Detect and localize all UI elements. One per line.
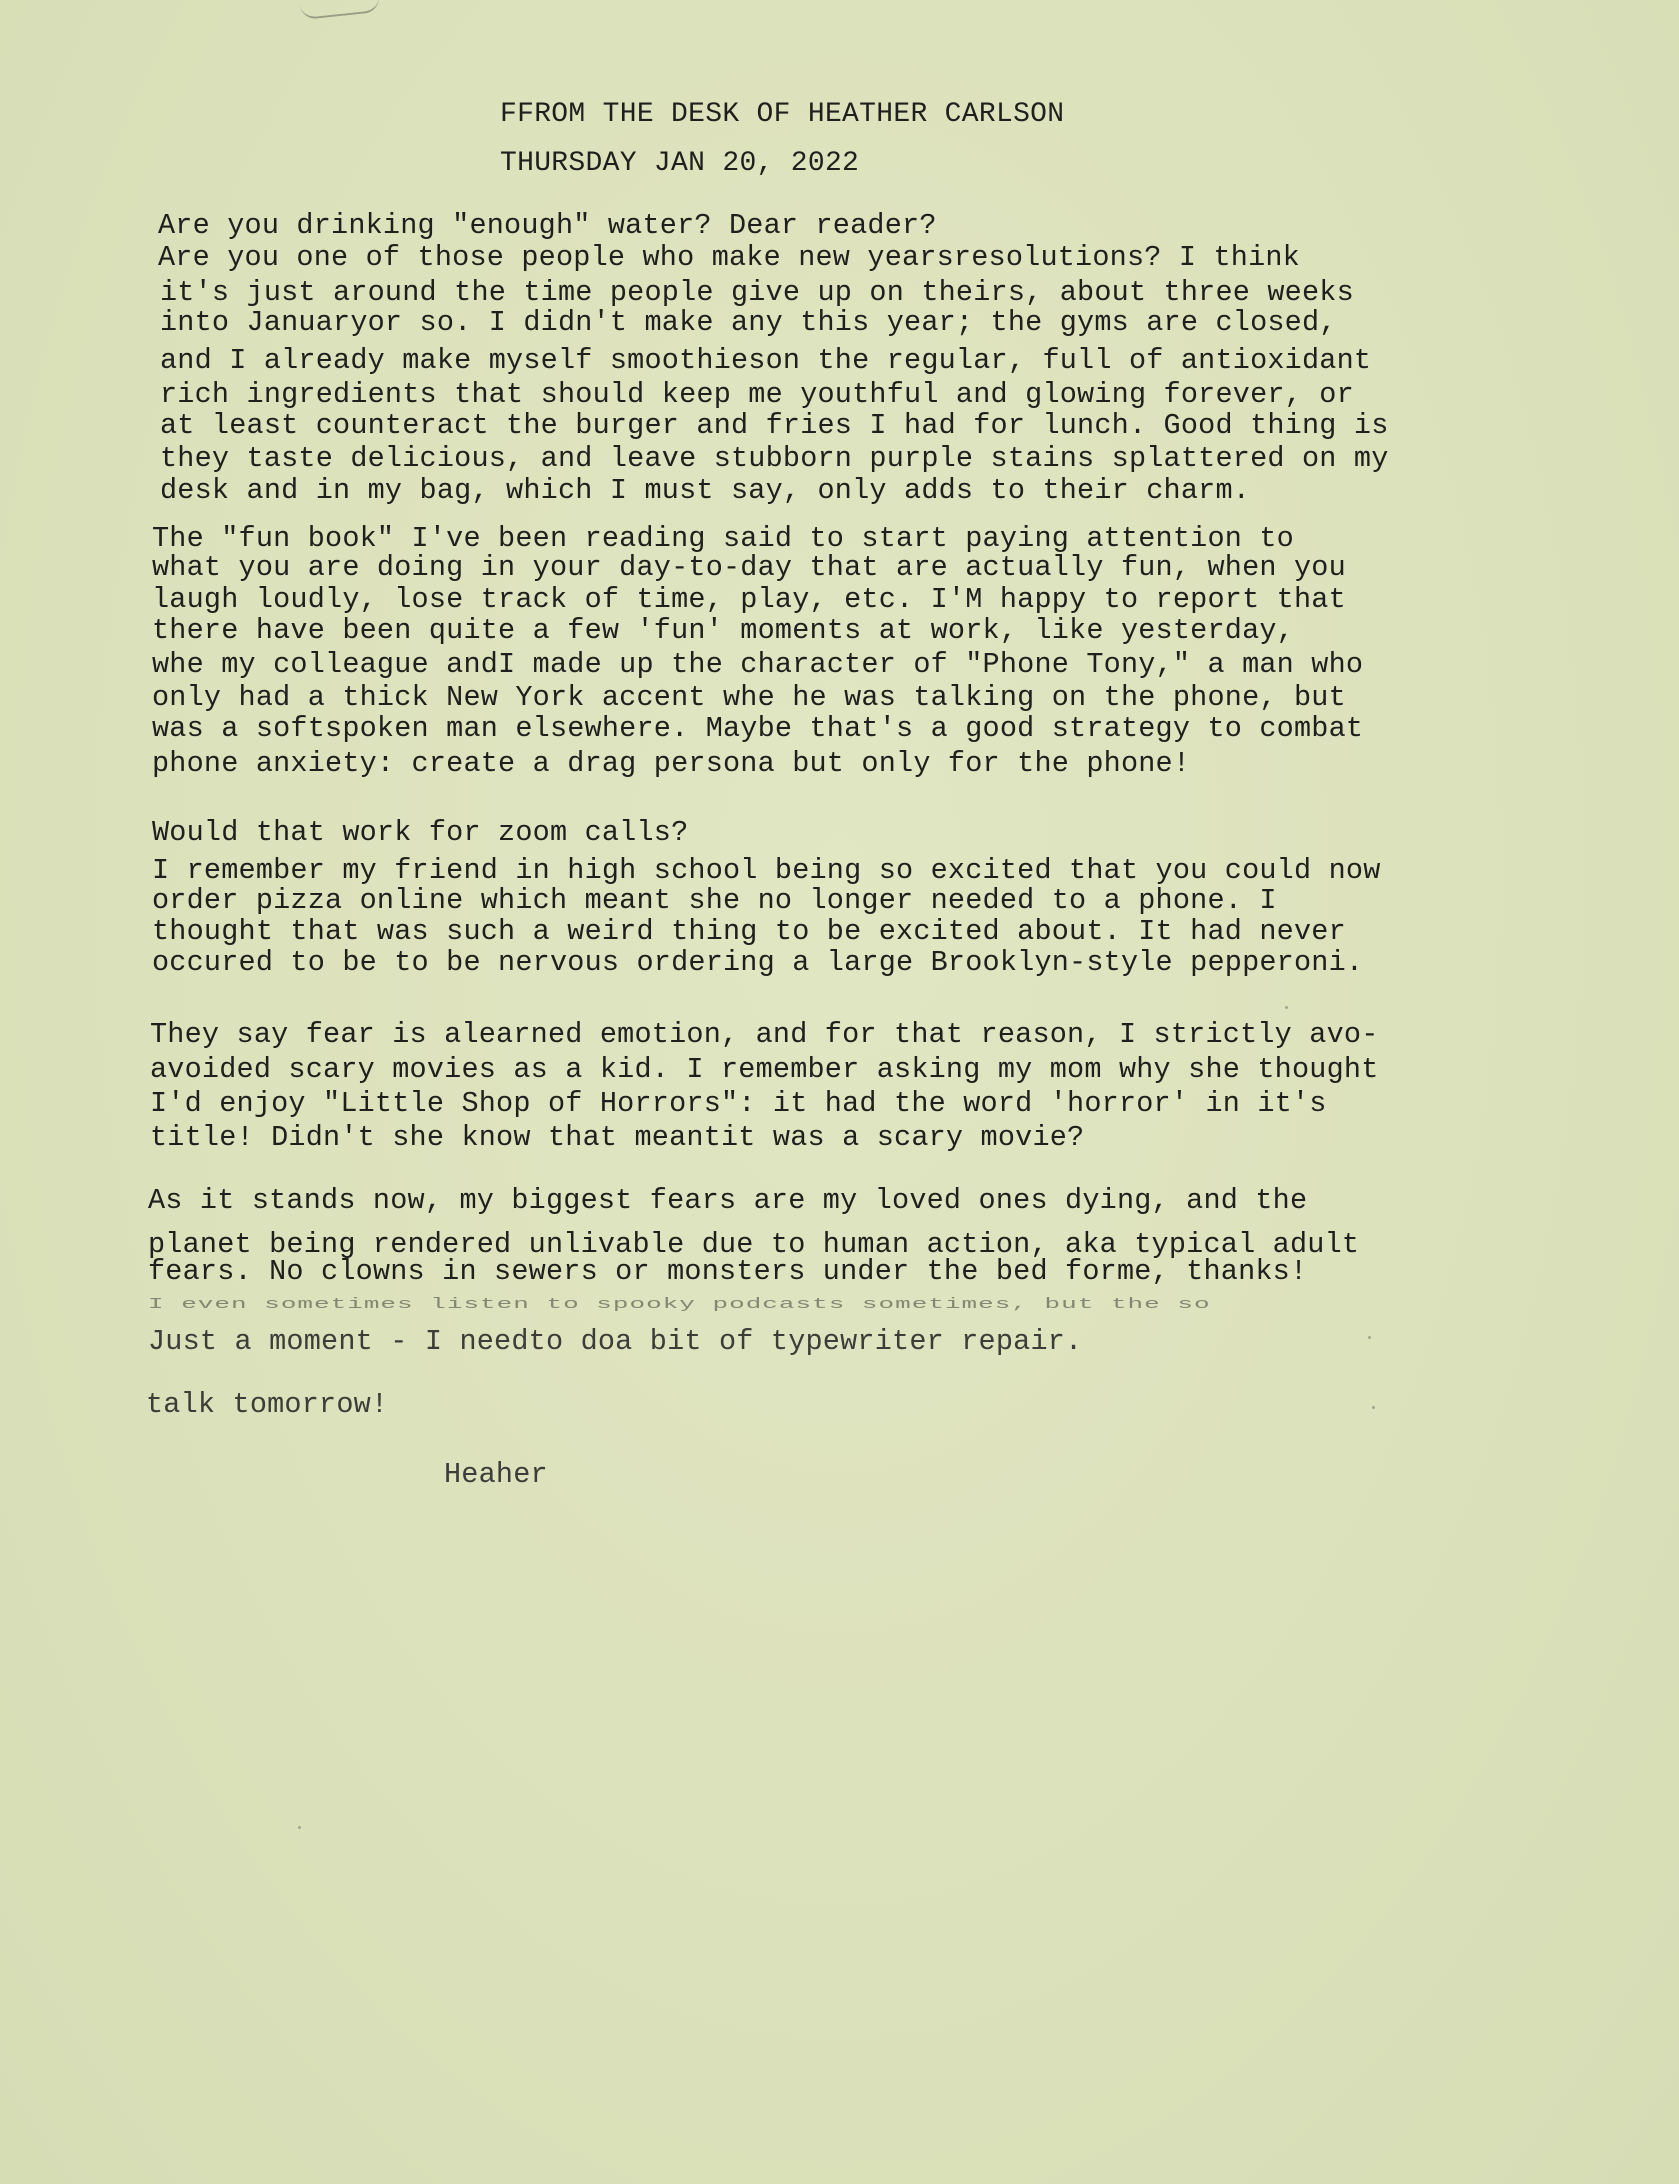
misaligned-faint-line: I even sometimes listen to spooky podcasts sometimes, but the so (148, 1296, 1211, 1313)
paragraph-1-line: rich ingredients that should keep me youthful and glowing forever, or (160, 378, 1354, 411)
paragraph-3-line: Would that work for zoom calls? (152, 816, 689, 849)
paragraph-1-line: Are you one of those people who make new yearsresolutions? I think (158, 241, 1300, 274)
paragraph-4-line: I'd enjoy "Little Shop of Horrors": it had the word 'horror' in it's (150, 1087, 1327, 1120)
paragraph-2-line: whe my colleague andI made up the character of "Phone Tony," a man who (152, 648, 1364, 681)
paragraph-2-line: laugh loudly, lose track of time, play, etc. I'M happy to report that (152, 583, 1346, 616)
paragraph-2-line: was a softspoken man elsewhere. Maybe that's a good strategy to combat (152, 712, 1364, 745)
paragraph-3-line: thought that was such a weird thing to be excited about. It had never (152, 915, 1346, 948)
typewriter-repair-line: Just a moment - I needto doa bit of typewriter repair. (148, 1325, 1083, 1358)
paper-speck (1372, 1406, 1375, 1409)
paragraph-3-line: order pizza online which meant she no longer needed to a phone. I (152, 884, 1277, 917)
paragraph-5-line: fears. No clowns in sewers or monsters under the bed forme, thanks! (148, 1255, 1308, 1288)
paragraph-1-line: desk and in my bag, which I must say, only adds to their charm. (160, 474, 1251, 507)
paragraph-1-line: into Januaryor so. I didn't make any this year; the gyms are closed, (160, 306, 1337, 339)
paragraph-4-line: title! Didn't she know that meantit was a scary movie? (150, 1121, 1085, 1154)
paper-speck (1285, 1006, 1288, 1009)
paragraph-3-line: I remember my friend in high school being so excited that you could now (152, 854, 1381, 887)
date-heading: THURSDAY JAN 20, 2022 (500, 148, 860, 179)
paragraph-2-line: phone anxiety: create a drag persona but only for the phone! (152, 747, 1191, 780)
paragraph-1-line: and I already make myself smoothieson the regular, full of antioxidant (160, 344, 1372, 377)
paper-speck (1368, 1336, 1371, 1339)
paragraph-2-line: there have been quite a few 'fun' moments at work, like yesterday, (152, 614, 1294, 647)
signature: Heaher (444, 1458, 548, 1491)
closing-line: talk tomorrow! (146, 1388, 389, 1421)
paragraph-3-line: occured to be to be nervous ordering a large Brooklyn-style pepperoni. (152, 946, 1364, 979)
paragraph-4-line: avoided scary movies as a kid. I remember asking my mom why she thought (150, 1053, 1379, 1086)
paragraph-1-line: at least counteract the burger and fries I had for lunch. Good thing is (160, 409, 1389, 442)
paragraph-1-line: it's just around the time people give up on theirs, about three weeks (160, 276, 1354, 309)
paragraph-4-line: They say fear is alearned emotion, and for that reason, I strictly avo- (150, 1018, 1379, 1051)
from-heading: FFROM THE DESK OF HEATHER CARLSON (500, 99, 1065, 130)
paragraph-5-line: planet being rendered unlivable due to human action, aka typical adult (148, 1228, 1360, 1261)
ink-smudge (299, 0, 380, 20)
paragraph-2-line: only had a thick New York accent whe he was talking on the phone, but (152, 681, 1346, 714)
paper-speck (298, 1826, 301, 1829)
paragraph-1-line: they taste delicious, and leave stubborn purple stains splattered on my (160, 442, 1389, 475)
paragraph-2-line: what you are doing in your day-to-day that are actually fun, when you (152, 551, 1346, 584)
paragraph-2-line: The "fun book" I've been reading said to start paying attention to (152, 522, 1294, 555)
paragraph-5-line: As it stands now, my biggest fears are my loved ones dying, and the (148, 1184, 1308, 1217)
paragraph-1-line: Are you drinking "enough" water? Dear reader? (158, 209, 937, 242)
